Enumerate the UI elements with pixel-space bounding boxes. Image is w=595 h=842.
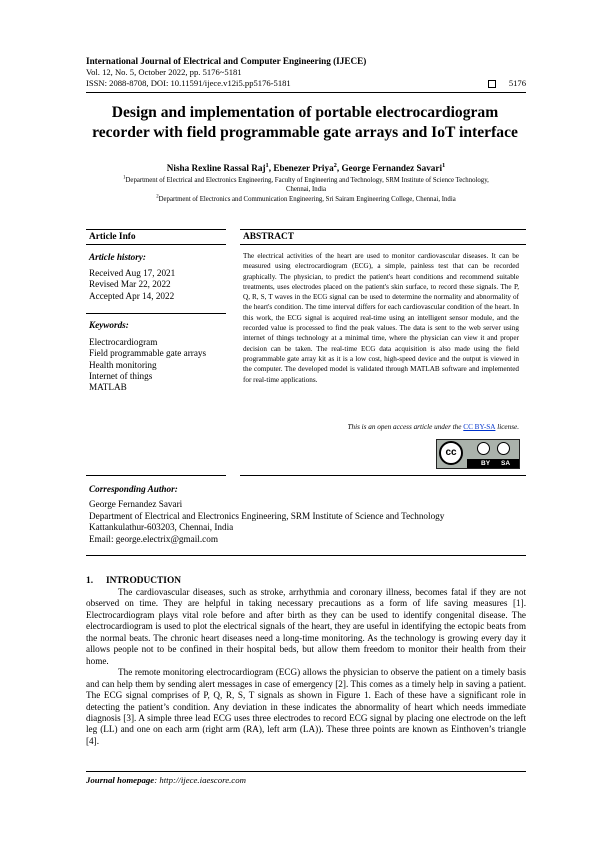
affiliation-1	[86, 176, 526, 194]
affiliation-1-text: Department of Electrical and Electronics Engineering, Faculty of Engineering and Technology, SRM Institute of Science Technology,	[125, 177, 489, 184]
abstract-top-rule	[240, 229, 526, 230]
footer-url[interactable]: : http://ijece.iaescore.com	[154, 775, 246, 785]
abstract-bottom-rule	[240, 475, 526, 476]
footer-label: Journal homepage	[86, 775, 155, 785]
header-rule	[86, 92, 526, 93]
share-alike-icon	[497, 442, 510, 455]
corresponding-author-block	[89, 499, 529, 545]
accepted-date: Accepted Apr 14, 2022	[89, 290, 175, 301]
article-history	[89, 252, 229, 302]
author-3: George Fernandez Savari	[341, 163, 443, 173]
oa-suffix: license.	[495, 423, 519, 431]
badge-sa-label: SA	[501, 460, 511, 467]
author-2-affil: 2	[333, 161, 337, 169]
cc-by-sa-badge-icon[interactable]	[436, 439, 520, 469]
corresponding-email: Email: george.electrix@gmail.com	[89, 533, 218, 544]
affiliations	[86, 176, 526, 205]
author-1-affil: 1	[265, 161, 269, 169]
keyword-item: Field programmable gate arrays	[89, 348, 207, 359]
issn-row	[86, 78, 526, 89]
revised-date: Revised Mar 22, 2022	[89, 279, 171, 290]
affiliation-2-text: Department of Electronics and Communication Engineering, Sri Sairam Engineering College, Chennai, India	[158, 196, 456, 203]
section-title: INTRODUCTION	[106, 576, 182, 586]
journal-volume: Vol. 12, No. 5, October 2022, pp. 5176~5181	[86, 67, 242, 77]
paper-title	[70, 103, 540, 143]
keyword-item: Health monitoring	[89, 359, 157, 370]
affiliation-2	[86, 195, 526, 204]
affiliation-2-marker: 2	[156, 194, 159, 200]
keyword-item: MATLAB	[89, 382, 127, 393]
journal-footer	[86, 775, 246, 785]
history-heading: Article history:	[89, 252, 146, 262]
footer-rule	[86, 771, 526, 772]
introduction-body	[86, 587, 526, 747]
article-info-top-rule	[86, 229, 226, 230]
title-line-1: Design and implementation of portable electrocardiogram	[111, 104, 499, 121]
author-list: Nisha Rexline Rassal Raj$^1$, Ebenezer Priya$^2$, George Fernandez Savari$^1$	[166, 161, 446, 173]
corresponding-bottom-rule	[86, 555, 526, 556]
keyword-item: Electrocardiogram	[89, 337, 158, 348]
keyword-item: Internet of things	[89, 370, 153, 381]
journal-issn-doi: ISSN: 2088-8708, DOI: 10.11591/ijece.v12i5.pp5176-5181	[86, 78, 291, 88]
author-1: Nisha Rexline Rassal Raj	[166, 163, 266, 173]
cc-logo-icon: cc	[439, 441, 463, 465]
badge-label-bar	[467, 459, 519, 468]
corresponding-name: George Fernandez Savari	[89, 499, 183, 509]
title-line-2: recorder with field programmable gate arrays and IoT interface	[92, 124, 518, 141]
square-icon	[488, 80, 496, 88]
keywords-heading: Keywords:	[89, 320, 129, 330]
oa-prefix: This is an open access article under the	[347, 423, 464, 431]
article-info-bottom-rule	[86, 475, 226, 476]
keywords-rule	[86, 313, 226, 314]
corresponding-dept: Department of Electrical and Electronics Engineering, SRM Institute of Science and Technology	[89, 510, 445, 521]
corresponding-author-heading: Corresponding Author:	[89, 484, 178, 494]
affiliation-1-city: Chennai, India	[285, 186, 326, 193]
author-3-affil: 1	[442, 161, 446, 169]
received-date: Received Aug 17, 2021	[89, 268, 176, 279]
article-info-heading: Article Info	[89, 232, 136, 242]
abstract-heading: ABSTRACT	[243, 232, 295, 242]
journal-header	[86, 56, 526, 89]
paragraph: The remote monitoring electrocardiogram (ECG) allows the physician to observe the patient on a timely basis and can help them by sending alert messages in case of emergency [2]. This comes as a timely help in saving a patient. The ECG signal comprises of P, Q, R, S, T signals as shown in Figure 1. Each of these have a significant role in detecting the patient’s condition. Any deviation in these indicates the abnormality of heart which needs immediate diagnosis [3]. A simple three lead ECG uses three electrodes to record ECG signal by placing one electrode on the left leg (LL) and one on each arm (right arm (RA), left arm (LA)). These three points are known as Einthoven’s triangle [4].	[86, 667, 526, 746]
article-info-sub-rule	[86, 244, 226, 245]
journal-name: International Journal of Electrical and Computer Engineering (IJECE)	[86, 56, 367, 66]
open-access-note	[243, 423, 519, 431]
keywords-block	[89, 320, 229, 393]
page-number: 5176	[508, 78, 526, 88]
abstract-text: The electrical activities of the heart are used to monitor cardiovascular diseases. It can be measured using electrocardiogram (ECG), a simple, painless test that can be recorded graphically. The physician, to predict the patient's heart conditions and recommend suitable treatments, uses electrodes placed on the patient's skin surface, to record these signals. The P, Q, R, S, T waves in the ECG signal can be used to determine the normality and abnormality of the heart's condition. The time interval differs for each cardiovascular condition of the heart. In this work, the ECG signal is acquired real-time using an intelligent sensor module, and the recorded value is processed to find the peak values. The data is sent to the web server using internet of things technology at a minimal time, where the physician can view it and proper decision can be taken. The real-time ECG data acquisition is also made using the field programmable gate array kit as it is a low cost, high-speed device and the output is viewed in the computer. The developed model is validated through MATLAB software and implemented for real-time applications.	[243, 252, 519, 384]
section-number: 1.	[86, 576, 94, 586]
author-2: Ebenezer Priya	[273, 163, 334, 173]
abstract-sub-rule	[240, 244, 526, 245]
corresponding-address: Kattankulathur-603203, Chennai, India	[89, 522, 234, 532]
attribution-person-icon	[477, 442, 490, 455]
affiliation-1-marker: 1	[123, 175, 126, 181]
section-heading	[86, 576, 181, 586]
badge-by-label: BY	[481, 460, 491, 467]
cc-by-sa-link[interactable]: CC BY-SA	[463, 423, 496, 431]
paragraph: The cardiovascular diseases, such as stroke, arrhythmia and coronary illness, becomes fatal if they are not observed on time. They are helpful in taking necessary precautions as a form of life saving measures [1]. Electrocardiogram plays vital role before and after birth as they can be used to identify congenital disease. The electrocardiogram is used to plot the electrical signals of the heart, they are useful in identifying the ectopic beats from the normal beats. The chronic heart diseases need a long-time monitoring. As the technology is growing every day it allows people not to be confined in their hospital beds, but allow them freedom to monitor their health from their home.	[86, 587, 526, 666]
